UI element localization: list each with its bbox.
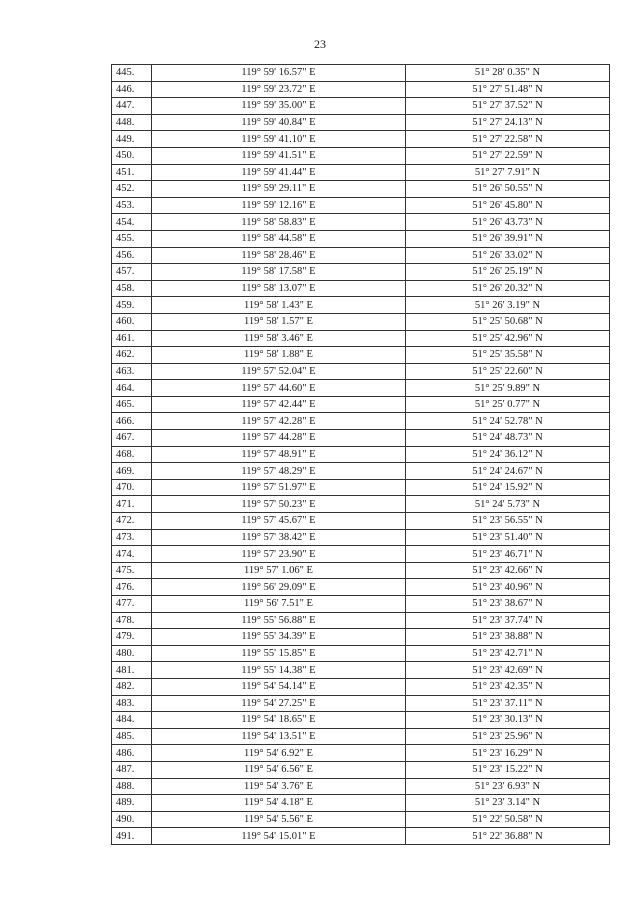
table-row	[112, 562, 610, 579]
latitude-cell: 51° 27' 22.58" N	[406, 131, 610, 148]
longitude-cell: 119° 54' 27.25" E	[152, 695, 406, 712]
longitude-cell: 119° 54' 13.51" E	[152, 728, 406, 745]
longitude-cell: 119° 59' 12.16" E	[152, 197, 406, 214]
latitude-cell: 51° 23' 37.74" N	[406, 612, 610, 629]
latitude-cell: 51° 25' 0.77" N	[406, 396, 610, 413]
point-number-cell: 487.	[112, 761, 152, 778]
point-number-cell: 455.	[112, 230, 152, 247]
point-number-cell: 473.	[112, 529, 152, 546]
longitude-cell: 119° 56' 7.51" E	[152, 596, 406, 613]
table-row	[112, 678, 610, 695]
point-number-cell: 472.	[112, 513, 152, 530]
table-row	[112, 546, 610, 563]
point-number-cell: 477.	[112, 596, 152, 613]
latitude-cell: 51° 27' 37.52" N	[406, 98, 610, 115]
point-number-cell: 449.	[112, 131, 152, 148]
point-number-cell: 489.	[112, 795, 152, 812]
latitude-cell: 51° 23' 37.11" N	[406, 695, 610, 712]
table-row	[112, 430, 610, 447]
point-number-cell: 466.	[112, 413, 152, 430]
longitude-cell: 119° 59' 16.57" E	[152, 65, 406, 82]
point-number-cell: 459.	[112, 297, 152, 314]
table-row	[112, 81, 610, 98]
latitude-cell: 51° 24' 36.12" N	[406, 446, 610, 463]
table-row	[112, 313, 610, 330]
latitude-cell: 51° 24' 5.73" N	[406, 496, 610, 513]
point-number-cell: 456.	[112, 247, 152, 264]
point-number-cell: 460.	[112, 313, 152, 330]
longitude-cell: 119° 59' 40.84" E	[152, 114, 406, 131]
latitude-cell: 51° 26' 43.73" N	[406, 214, 610, 231]
point-number-cell: 454.	[112, 214, 152, 231]
latitude-cell: 51° 28' 0.35" N	[406, 65, 610, 82]
point-number-cell: 481.	[112, 662, 152, 679]
longitude-cell: 119° 57' 45.67" E	[152, 513, 406, 530]
longitude-cell: 119° 57' 52.04" E	[152, 363, 406, 380]
latitude-cell: 51° 26' 25.19" N	[406, 264, 610, 281]
table-row	[112, 446, 610, 463]
longitude-cell: 119° 58' 28.46" E	[152, 247, 406, 264]
point-number-cell: 471.	[112, 496, 152, 513]
longitude-cell: 119° 57' 23.90" E	[152, 546, 406, 563]
page-number: 23	[314, 37, 326, 51]
point-number-cell: 467.	[112, 430, 152, 447]
longitude-cell: 119° 57' 44.28" E	[152, 430, 406, 447]
table-row	[112, 98, 610, 115]
point-number-cell: 446.	[112, 81, 152, 98]
point-number-cell: 463.	[112, 363, 152, 380]
table-row	[112, 363, 610, 380]
longitude-cell: 119° 54' 54.14" E	[152, 678, 406, 695]
latitude-cell: 51° 27' 22.59" N	[406, 147, 610, 164]
point-number-cell: 488.	[112, 778, 152, 795]
point-number-cell: 476.	[112, 579, 152, 596]
latitude-cell: 51° 26' 39.91" N	[406, 230, 610, 247]
latitude-cell: 51° 27' 51.48" N	[406, 81, 610, 98]
point-number-cell: 451.	[112, 164, 152, 181]
latitude-cell: 51° 23' 38.88" N	[406, 629, 610, 646]
longitude-cell: 119° 54' 15.01" E	[152, 828, 406, 845]
point-number-cell: 458.	[112, 280, 152, 297]
longitude-cell: 119° 58' 3.46" E	[152, 330, 406, 347]
point-number-cell: 484.	[112, 712, 152, 729]
point-number-cell: 478.	[112, 612, 152, 629]
point-number-cell: 483.	[112, 695, 152, 712]
latitude-cell: 51° 23' 16.29" N	[406, 745, 610, 762]
table-row	[112, 214, 610, 231]
longitude-cell: 119° 54' 6.92" E	[152, 745, 406, 762]
longitude-cell: 119° 58' 17.58" E	[152, 264, 406, 281]
table-row	[112, 529, 610, 546]
table-row	[112, 513, 610, 530]
table-row	[112, 264, 610, 281]
latitude-cell: 51° 23' 25.96" N	[406, 728, 610, 745]
point-number-cell: 479.	[112, 629, 152, 646]
latitude-cell: 51° 23' 42.71" N	[406, 645, 610, 662]
point-number-cell: 452.	[112, 181, 152, 198]
longitude-cell: 119° 57' 1.06" E	[152, 562, 406, 579]
point-number-cell: 461.	[112, 330, 152, 347]
longitude-cell: 119° 59' 41.10" E	[152, 131, 406, 148]
point-number-cell: 469.	[112, 463, 152, 480]
table-row	[112, 662, 610, 679]
longitude-cell: 119° 54' 6.56" E	[152, 761, 406, 778]
latitude-cell: 51° 24' 24.67" N	[406, 463, 610, 480]
latitude-cell: 51° 23' 56.55" N	[406, 513, 610, 530]
table-row	[112, 230, 610, 247]
longitude-cell: 119° 58' 1.43" E	[152, 297, 406, 314]
longitude-cell: 119° 59' 23.72" E	[152, 81, 406, 98]
longitude-cell: 119° 57' 38.42" E	[152, 529, 406, 546]
longitude-cell: 119° 54' 18.65" E	[152, 712, 406, 729]
point-number-cell: 482.	[112, 678, 152, 695]
latitude-cell: 51° 25' 22.60" N	[406, 363, 610, 380]
table-row	[112, 247, 610, 264]
point-number-cell: 464.	[112, 380, 152, 397]
longitude-cell: 119° 58' 13.07" E	[152, 280, 406, 297]
longitude-cell: 119° 54' 5.56" E	[152, 811, 406, 828]
point-number-cell: 486.	[112, 745, 152, 762]
table-row	[112, 114, 610, 131]
latitude-cell: 51° 27' 7.91" N	[406, 164, 610, 181]
table-row	[112, 629, 610, 646]
longitude-cell: 119° 57' 44.60" E	[152, 380, 406, 397]
longitude-cell: 119° 56' 29.09" E	[152, 579, 406, 596]
latitude-cell: 51° 23' 51.40" N	[406, 529, 610, 546]
table-row	[112, 828, 610, 845]
longitude-cell: 119° 54' 4.18" E	[152, 795, 406, 812]
table-row	[112, 645, 610, 662]
point-number-cell: 485.	[112, 728, 152, 745]
point-number-cell: 475.	[112, 562, 152, 579]
table-row	[112, 297, 610, 314]
latitude-cell: 51° 22' 50.58" N	[406, 811, 610, 828]
longitude-cell: 119° 57' 48.29" E	[152, 463, 406, 480]
latitude-cell: 51° 25' 9.89" N	[406, 380, 610, 397]
table-row	[112, 496, 610, 513]
coordinates-table	[111, 64, 610, 845]
longitude-cell: 119° 58' 1.57" E	[152, 313, 406, 330]
latitude-cell: 51° 23' 3.14" N	[406, 795, 610, 812]
longitude-cell: 119° 59' 35.00" E	[152, 98, 406, 115]
latitude-cell: 51° 27' 24.13" N	[406, 114, 610, 131]
longitude-cell: 119° 57' 42.44" E	[152, 396, 406, 413]
longitude-cell: 119° 55' 15.85" E	[152, 645, 406, 662]
table-row	[112, 479, 610, 496]
point-number-cell: 474.	[112, 546, 152, 563]
latitude-cell: 51° 23' 40.96" N	[406, 579, 610, 596]
table-row	[112, 612, 610, 629]
point-number-cell: 490.	[112, 811, 152, 828]
longitude-cell: 119° 55' 34.39" E	[152, 629, 406, 646]
longitude-cell: 119° 58' 58.83" E	[152, 214, 406, 231]
latitude-cell: 51° 23' 42.66" N	[406, 562, 610, 579]
longitude-cell: 119° 57' 48.91" E	[152, 446, 406, 463]
latitude-cell: 51° 26' 45.80" N	[406, 197, 610, 214]
table-row	[112, 795, 610, 812]
table-row	[112, 280, 610, 297]
latitude-cell: 51° 24' 52.78" N	[406, 413, 610, 430]
latitude-cell: 51° 23' 30.13" N	[406, 712, 610, 729]
point-number-cell: 450.	[112, 147, 152, 164]
table-row	[112, 579, 610, 596]
table-row	[112, 330, 610, 347]
point-number-cell: 453.	[112, 197, 152, 214]
longitude-cell: 119° 57' 42.28" E	[152, 413, 406, 430]
table-row	[112, 197, 610, 214]
table-row	[112, 695, 610, 712]
latitude-cell: 51° 23' 6.93" N	[406, 778, 610, 795]
longitude-cell: 119° 59' 41.44" E	[152, 164, 406, 181]
longitude-cell: 119° 58' 44.58" E	[152, 230, 406, 247]
latitude-cell: 51° 23' 15.22" N	[406, 761, 610, 778]
latitude-cell: 51° 24' 15.92" N	[406, 479, 610, 496]
table-row	[112, 380, 610, 397]
longitude-cell: 119° 57' 50.23" E	[152, 496, 406, 513]
latitude-cell: 51° 23' 38.67" N	[406, 596, 610, 613]
latitude-cell: 51° 23' 42.35" N	[406, 678, 610, 695]
longitude-cell: 119° 55' 14.38" E	[152, 662, 406, 679]
longitude-cell: 119° 57' 51.97" E	[152, 479, 406, 496]
table-row	[112, 164, 610, 181]
table-row	[112, 396, 610, 413]
point-number-cell: 491.	[112, 828, 152, 845]
point-number-cell: 457.	[112, 264, 152, 281]
latitude-cell: 51° 23' 46.71" N	[406, 546, 610, 563]
table-row	[112, 147, 610, 164]
table-row	[112, 761, 610, 778]
latitude-cell: 51° 24' 48.73" N	[406, 430, 610, 447]
table-row	[112, 811, 610, 828]
point-number-cell: 468.	[112, 446, 152, 463]
table-row	[112, 347, 610, 364]
table-row	[112, 463, 610, 480]
longitude-cell: 119° 54' 3.76" E	[152, 778, 406, 795]
table-row	[112, 728, 610, 745]
point-number-cell: 480.	[112, 645, 152, 662]
latitude-cell: 51° 26' 50.55" N	[406, 181, 610, 198]
table-row	[112, 596, 610, 613]
coordinates-table-body	[112, 65, 610, 845]
table-row	[112, 181, 610, 198]
longitude-cell: 119° 59' 41.51" E	[152, 147, 406, 164]
point-number-cell: 470.	[112, 479, 152, 496]
latitude-cell: 51° 26' 3.19" N	[406, 297, 610, 314]
point-number-cell: 445.	[112, 65, 152, 82]
longitude-cell: 119° 58' 1.88" E	[152, 347, 406, 364]
point-number-cell: 462.	[112, 347, 152, 364]
longitude-cell: 119° 59' 29.11" E	[152, 181, 406, 198]
table-row	[112, 778, 610, 795]
table-row	[112, 413, 610, 430]
table-row	[112, 712, 610, 729]
latitude-cell: 51° 25' 50.68" N	[406, 313, 610, 330]
longitude-cell: 119° 55' 56.88" E	[152, 612, 406, 629]
table-row	[112, 745, 610, 762]
latitude-cell: 51° 25' 42.96" N	[406, 330, 610, 347]
latitude-cell: 51° 22' 36.88" N	[406, 828, 610, 845]
latitude-cell: 51° 23' 42.69" N	[406, 662, 610, 679]
latitude-cell: 51° 26' 33.02" N	[406, 247, 610, 264]
point-number-cell: 448.	[112, 114, 152, 131]
table-row	[112, 131, 610, 148]
latitude-cell: 51° 25' 35.58" N	[406, 347, 610, 364]
point-number-cell: 465.	[112, 396, 152, 413]
table-row	[112, 65, 610, 82]
latitude-cell: 51° 26' 20.32" N	[406, 280, 610, 297]
point-number-cell: 447.	[112, 98, 152, 115]
